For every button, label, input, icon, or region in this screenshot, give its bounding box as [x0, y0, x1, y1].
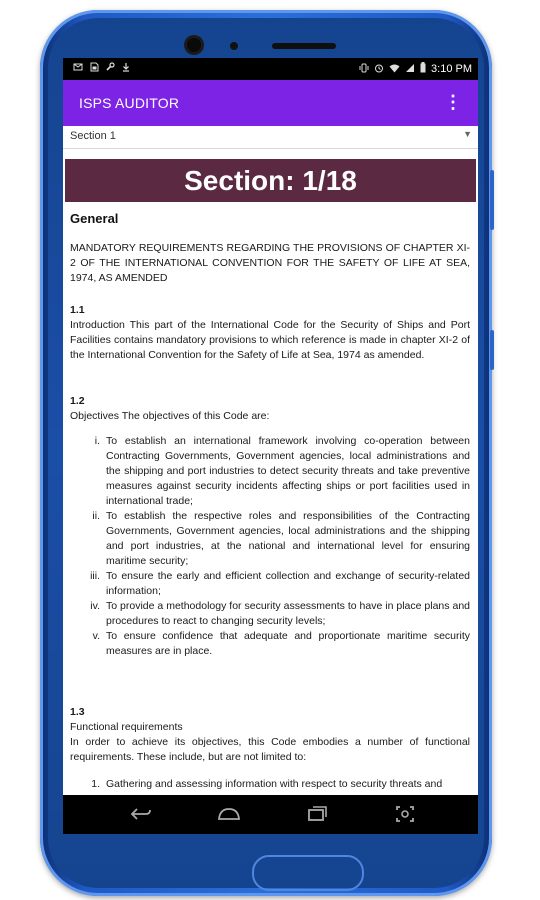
section-header: Section: 1/18 [65, 159, 476, 202]
app-title: ISPS AUDITOR [79, 95, 180, 111]
list-item [78, 599, 470, 629]
list-text: To establish the respective roles and responsibilities of the Contracting Governments, Government agencies, local administrations and the shipping and port industries, at the national and international level for ensuring maritime security; [106, 510, 470, 567]
paragraph-1-2 [70, 394, 470, 424]
system-icons [359, 62, 472, 76]
list-numeral: iv. [90, 600, 100, 612]
section-dropdown-value: Section 1 [70, 130, 116, 142]
battery-icon [420, 62, 426, 76]
wrench-icon [105, 62, 115, 75]
earpiece-speaker [272, 43, 336, 49]
download-icon [121, 62, 131, 75]
signal-icon [405, 63, 415, 76]
list-numeral: i. [94, 435, 100, 447]
front-camera [187, 38, 201, 52]
app-bar [63, 80, 478, 126]
list-text: To provide a methodology for security assessments to have in place plans and procedures to react to changing security levels; [106, 600, 470, 627]
volume-button [490, 170, 494, 230]
list-item [78, 629, 470, 659]
document-content[interactable] [63, 149, 478, 794]
objectives-list [78, 434, 470, 659]
more-vert-icon[interactable]: ⋮ [444, 92, 462, 112]
status-time: 3:10 PM [431, 63, 472, 75]
document-heading: General [70, 211, 119, 226]
paragraph-number: 1.3 [70, 706, 85, 718]
back-icon[interactable] [121, 801, 161, 829]
requirements-list [78, 777, 470, 792]
list-item [78, 569, 470, 599]
sim-icon [89, 62, 99, 75]
paragraph-text: In order to achieve its objectives, this Code embodies a number of functional requirements. These include, but are not limited to: [70, 736, 470, 763]
screenshot-icon[interactable] [385, 801, 425, 829]
home-icon[interactable] [209, 801, 249, 829]
phone-screen [63, 58, 478, 834]
status-bar [63, 58, 478, 80]
notification-icons [73, 62, 131, 75]
home-button[interactable] [252, 855, 364, 891]
wifi-icon [389, 63, 400, 76]
list-item [78, 777, 470, 792]
list-item [78, 434, 470, 509]
message-icon [73, 62, 83, 75]
paragraph-text: Introduction This part of the International Code for the Security of Ships and Port Facilities contains mandatory provisions to which reference is made in chapter XI-2 of the International Convention for the Safety of Life at Sea, 1974 as amended. [70, 319, 470, 361]
chevron-down-icon: ▼ [463, 129, 472, 139]
intro-paragraph: MANDATORY REQUIREMENTS REGARDING THE PROVISIONS OF CHAPTER XI-2 OF THE INTERNATIONAL CONVENTION FOR THE SAFETY OF LIFE AT SEA, 1974, AS AMENDED [70, 242, 470, 284]
list-text: Gathering and assessing information with respect to security threats and [106, 778, 443, 790]
paragraph-text: Objectives The objectives of this Code are: [70, 410, 270, 422]
list-numeral: iii. [90, 570, 100, 582]
recents-icon[interactable] [297, 801, 337, 829]
paragraph-1-3 [70, 705, 470, 765]
power-button [490, 330, 494, 370]
paragraph-title: Functional requirements [70, 721, 183, 733]
list-numeral: v. [92, 630, 100, 642]
list-numeral: 1. [91, 778, 100, 790]
list-item [78, 509, 470, 569]
paragraph-number: 1.1 [70, 304, 85, 316]
list-numeral: ii. [92, 510, 100, 522]
list-text: To ensure the early and efficient collection and exchange of security-related information; [106, 570, 470, 597]
list-text: To ensure confidence that adequate and proportionate maritime security measures are in place. [106, 630, 470, 657]
alarm-icon [374, 63, 384, 76]
proximity-sensor [230, 42, 238, 50]
navigation-bar [63, 795, 478, 834]
vibrate-icon [359, 63, 369, 76]
paragraph-number: 1.2 [70, 395, 85, 407]
list-text: To establish an international framework involving co-operation between Contracting Governments, Government agencies, local administrations and the shipping and port industries to detect security threats and take preventive measures against security incidents affecting ships or port facilities used in international trade; [106, 435, 470, 507]
paragraph-1-1 [70, 303, 470, 363]
section-dropdown[interactable] [63, 126, 478, 149]
